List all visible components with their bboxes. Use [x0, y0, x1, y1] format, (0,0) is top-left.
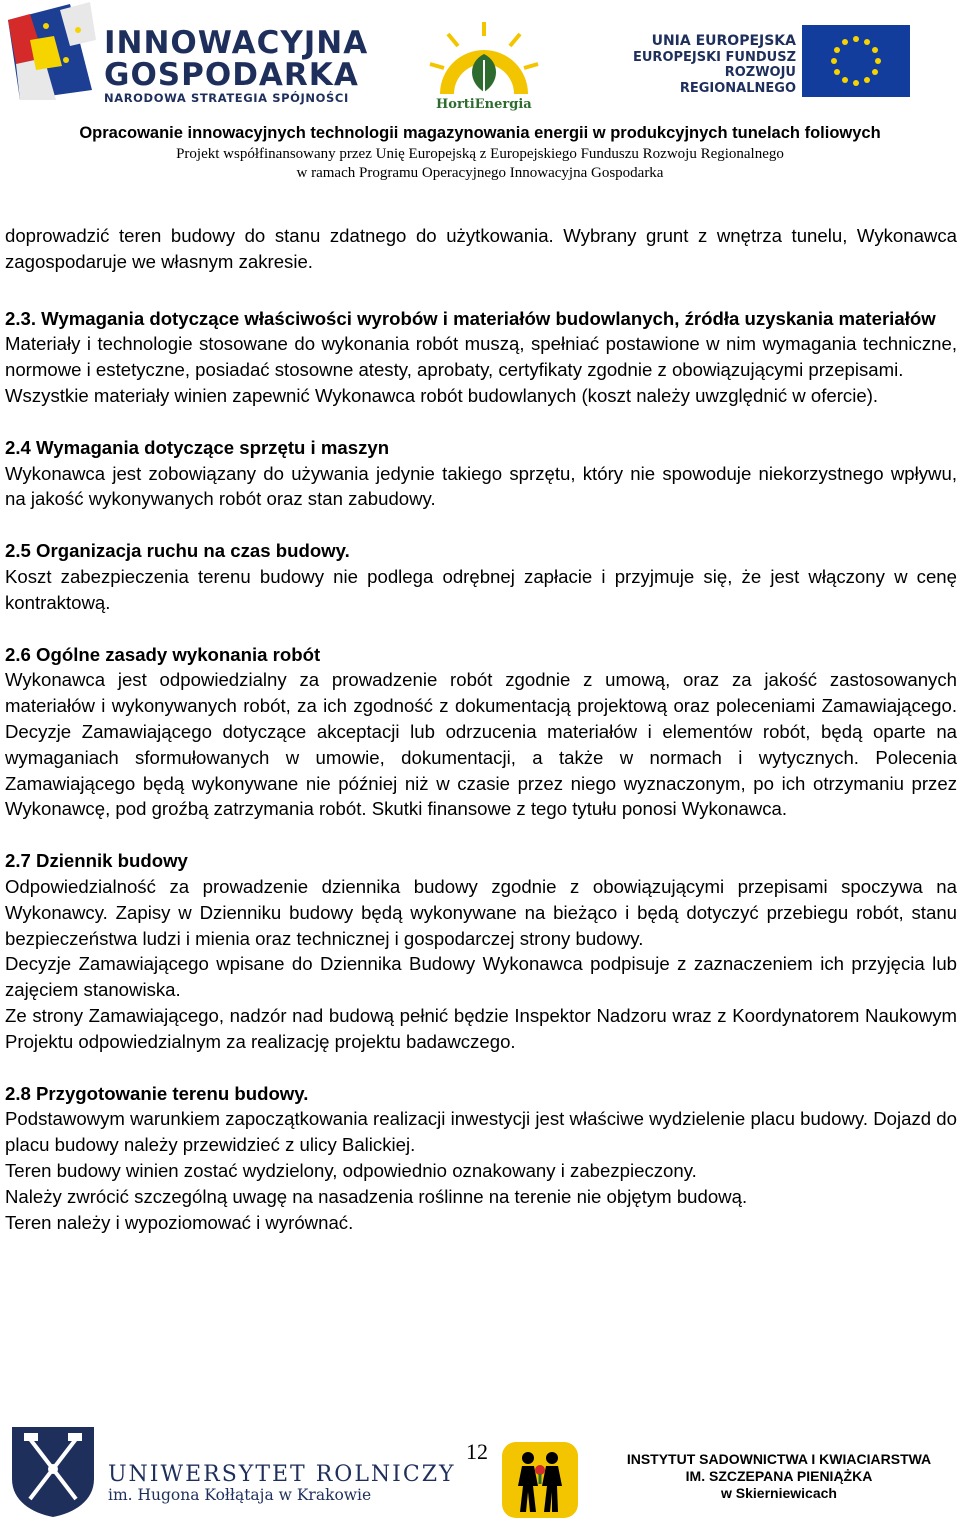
section-2-3-paragraph-1: Materiały i technologie stosowane do wykonania robót muszą, spełniać postawione w nim wymagania techniczne, normowe i estetyczne, posiadać stosowne atesty, aprobaty, certyfikaty zgodnie z obowiązującymi przepisami. — [5, 333, 957, 381]
section-2-6-heading: 2.6 Ogólne zasady wykonania robót — [5, 643, 321, 665]
logo-line-1: INNOWACYJNA — [104, 25, 369, 61]
logo-line-2: GOSPODARKA — [104, 57, 359, 93]
section-2-7-paragraph-2: Decyzje Zamawiającego wpisane do Dziennika Budowy Wykonawca podpisuje z zaznaczeniem ich przyjęcia lub zajęciem stanowiska. — [5, 953, 957, 1001]
logo-line-3: NARODOWA STRATEGIA SPÓJNOŚCI — [104, 91, 349, 105]
institute-line-1: INSTYTUT SADOWNICTWA I KWIACIARSTWA — [626, 1451, 932, 1467]
section-2-5-heading: 2.5 Organizacja ruchu na czas budowy. — [5, 540, 350, 562]
project-title: Opracowanie innowacyjnych technologii magazynowania energii w produkcyjnych tunelach foliowych — [79, 124, 881, 142]
university-logo — [8, 1423, 456, 1523]
institute-line-2: IM. SZCZEPANA PIENIĄŻKA — [685, 1468, 873, 1484]
programme-note: w ramach Programu Operacyjnego Innowacyjna Gospodarka — [296, 165, 664, 181]
innowacyjna-gospodarka-flag-icon — [0, 0, 100, 108]
document-body — [5, 223, 957, 1235]
section-2-7-paragraph-3: Ze strony Zamawiającego, nadzór nad budową pełnić będzie Inspektor Nadzoru wraz z Koordynatorem Naukowym Projektu odpowiedzialnym za realizację projektu badawczego. — [5, 1004, 957, 1052]
university-name: UNIWERSYTET ROLNICZY — [108, 1462, 456, 1487]
section-2-4-paragraph-1: Wykonawca jest zobowiązany do używania jedynie takiego sprzętu, który nie spowoduje niekorzystnego wpływu, na jakość wykonywanych robót oraz stan zabudowy. — [5, 462, 957, 510]
intro-paragraph: doprowadzić teren budowy do stanu zdatnego do użytkowania. Wybrany grunt z wnętrza tunelu, Wykonawca zagospodaruje we własnym zakresie. — [5, 225, 957, 272]
cofinancing-note: Projekt współfinansowany przez Unię Europejską z Europejskiego Funduszu Rozwoju Regionalnego — [176, 146, 784, 162]
section-2-4-heading: 2.4 Wymagania dotyczące sprzętu i maszyn — [5, 436, 390, 458]
sun-leaf-icon — [428, 20, 540, 98]
section-2-7-heading: 2.7 Dziennik budowy — [5, 850, 188, 872]
university-patron: im. Hugona Kołłątaja w Krakowie — [108, 1486, 372, 1504]
eu-line-2: EUROPEJSKI FUNDUSZ — [633, 49, 796, 65]
section-2-7-paragraph-1: Odpowiedzialność za prowadzenie dziennika budowy zgodnie z obowiązującymi przepisami spoczywa na Wykonawcy. Zapisy w Dzienniku budowy będą wykonywane na bieżąco i będą dotyczyć przebiegu robót, stanu bezpieczeństwa ludzi i mienia oraz technicznej i gospodarczej strony budowy. — [5, 875, 957, 949]
eu-erdf-logo — [612, 25, 912, 100]
hortienergia-wordmark: HortiEnergia — [436, 97, 532, 112]
institute-name — [618, 1451, 940, 1502]
section-2-8-paragraph-2: Teren budowy winien zostać wydzielony, odpowiednio oznakowany i zabezpieczony. — [5, 1159, 697, 1181]
section-2-8-paragraph-3: Należy zwrócić szczególną uwagę na nasadzenia roślinne na terenie nie objętym budową. — [5, 1185, 748, 1207]
eu-line-1: UNIA EUROPEJSKA — [651, 33, 796, 49]
section-2-8-heading: 2.8 Przygotowanie terenu budowy. — [5, 1082, 309, 1104]
eu-line-3: ROZWOJU REGIONALNEGO — [679, 65, 796, 96]
section-2-6-paragraph-1: Wykonawca jest odpowiedzialny za prowadzenie robót zgodnie z umową, oraz za jakość zastosowanych materiałów i wykonywanych robót, za ich zgodność z dokumentacją projektową oraz poleceniami Zamawiającego. Decyzje Zamawiającego dotyczące akceptacji lub odrzucenia materiałów i elementów robót, będą oparte na wymaganiach sformułowanych w umowie, dokumentacji, a także w normach i wytycznych. Polecenia Zamawiającego będą wykonywane nie później niż w czasie przez niego wyznaczonym, po ich otrzymaniu przez Wykonawcę, pod groźbą zatrzymania robót. Skutki finansowe z tego tytułu ponosi Wykonawca. — [5, 669, 957, 820]
section-2-8-paragraph-1: Podstawowym warunkiem zapoczątkowania realizacji inwestycji jest właściwe wydzielenie placu budowy. Dojazd do placu budowy należy przewidzieć z ulicy Balickiej. — [5, 1108, 957, 1156]
institute-figures-icon — [500, 1440, 580, 1520]
section-2-8-paragraph-4: Teren należy i wypoziomować i wyrównać. — [5, 1211, 354, 1233]
section-2-3-paragraph-2: Wszystkie materiały winien zapewnić Wykonawca robót budowlanych (koszt należy uwzględnić w ofercie). — [5, 384, 879, 406]
eu-flag-icon — [802, 25, 910, 97]
innowacyjna-gospodarka-logo — [0, 0, 370, 112]
section-2-5-paragraph-1: Koszt zabezpieczenia terenu budowy nie podlega odrębnej zapłacie i przyjmuje się, że jest włączony w cenę kontraktową. — [5, 565, 957, 613]
institute-line-3: w Skierniewicach — [721, 1485, 837, 1501]
university-crest-icon — [8, 1423, 98, 1519]
hortienergia-logo — [428, 20, 540, 112]
page-number: 12 — [466, 1439, 488, 1464]
section-2-3-heading: 2.3. Wymagania dotyczące właściwości wyrobów i materiałów budowlanych, źródła uzyskania materiałów — [5, 307, 936, 329]
